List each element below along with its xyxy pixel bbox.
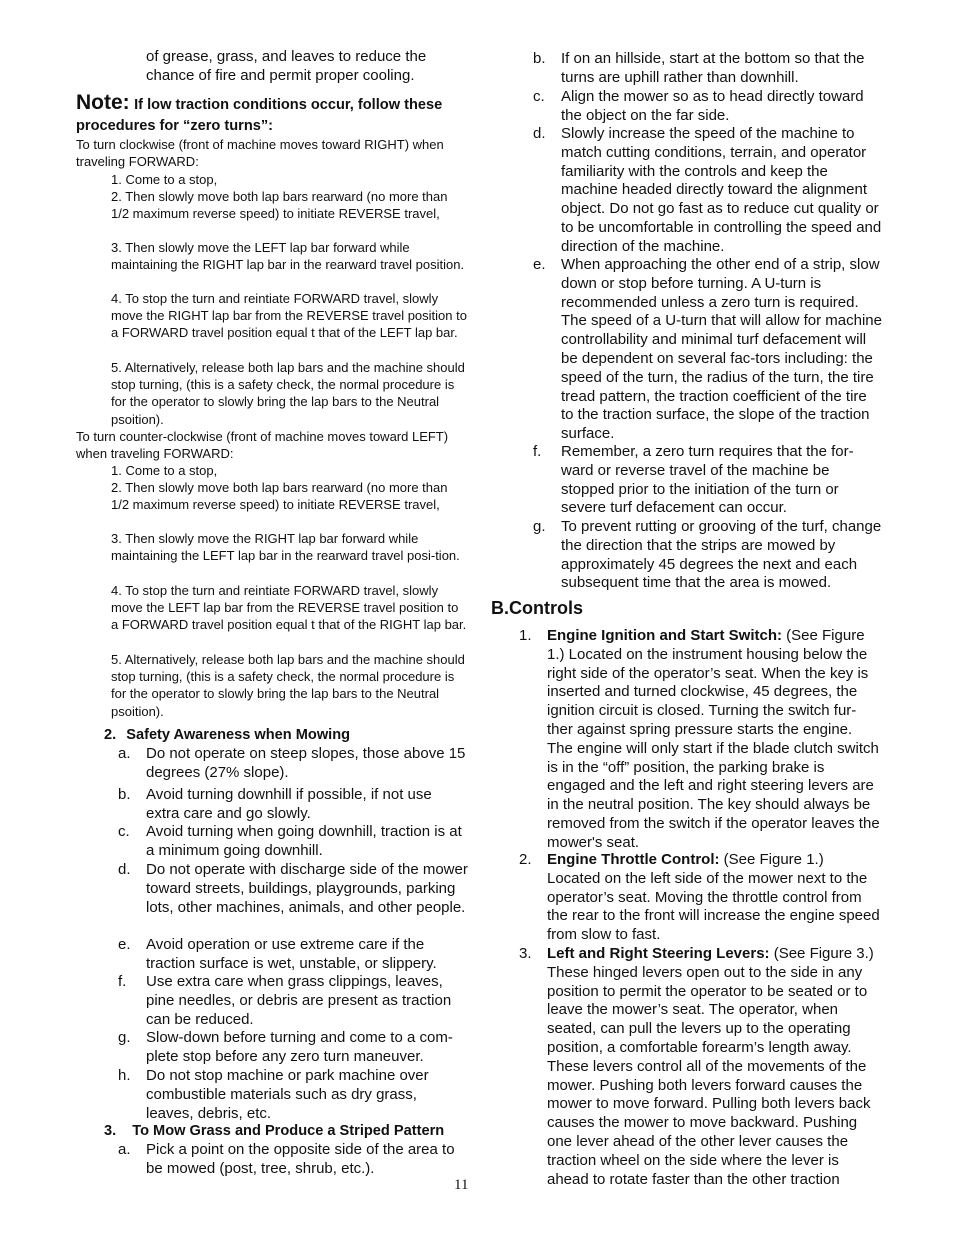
striped-section-number: 3.	[104, 1123, 117, 1139]
counter-clockwise-step: 2. Then slowly move both lap bars rearward (no more than 1/2 maximum reverse speed) to initiate REVERSE travel,	[111, 480, 448, 513]
clockwise-step: 3. Then slowly move the LEFT lap bar forward while maintaining the RIGHT lap bar in the rearward travel position.	[111, 240, 465, 273]
counter-clockwise-step: 5. Alternatively, release both lap bars and the machine should stop turning, (this is a safety check, the normal procedure is for the operator to slowly bring the lap bars to the Neutral psoition).	[111, 652, 465, 719]
safety-section-number: 2.	[104, 727, 117, 743]
clockwise-step: 1. Come to a stop,	[111, 172, 218, 187]
counter-clockwise-step: 3. Then slowly move the RIGHT lap bar forward while maintaining the LEFT lap bar in the rearward travel posi-tion.	[111, 531, 460, 564]
clockwise-step: 2. Then slowly move both lap bars rearward (no more than 1/2 maximum reverse speed) to initiate REVERSE travel,	[111, 189, 448, 222]
control-label: Left and Right Steering Levers:	[547, 945, 770, 962]
page-number: 11	[454, 1177, 469, 1193]
continuation-paragraph: of grease, grass, and leaves to reduce the chance of fire and permit proper cooling.	[146, 48, 427, 84]
counter-clockwise-intro: To turn counter-clockwise (front of machine moves toward LEFT) when traveling FORWARD:	[76, 429, 449, 462]
clockwise-step: 4. To stop the turn and reintiate FORWARD travel, slowly move the RIGHT lap bar from the REVERSE travel position to a FORWARD travel position equal t that of the LEFT lap bar.	[111, 291, 467, 341]
striped-section-heading	[104, 1123, 444, 1139]
counter-clockwise-step: 4. To stop the turn and reintiate FORWARD travel, slowly move the LEFT lap bar from the REVERSE travel position to a FORWARD travel position equal t that of the RIGHT lap bar.	[111, 583, 467, 633]
controls-heading: B.Controls	[491, 598, 583, 618]
counter-clockwise-step: 1. Come to a stop,	[111, 463, 218, 478]
striped-section-title: To Mow Grass and Produce a Striped Pattern	[132, 1123, 445, 1139]
control-label: Engine Ignition and Start Switch:	[547, 627, 782, 644]
note-block	[76, 90, 466, 136]
clockwise-step: 5. Alternatively, release both lap bars and the machine should stop turning, (this is a safety check, the normal procedure is for the operator to slowly bring the lap bars to the Neutral psoition).	[111, 360, 465, 427]
safety-section-title: Safety Awareness when Mowing	[126, 727, 351, 743]
clockwise-intro: To turn clockwise (front of machine moves toward RIGHT) when traveling FORWARD:	[76, 137, 444, 170]
note-label: Note:	[76, 91, 130, 114]
control-label: Engine Throttle Control:	[547, 851, 720, 868]
safety-section-heading	[104, 727, 350, 743]
note-heading: If low traction conditions occur, follow these procedures for “zero turns”:	[76, 97, 443, 134]
